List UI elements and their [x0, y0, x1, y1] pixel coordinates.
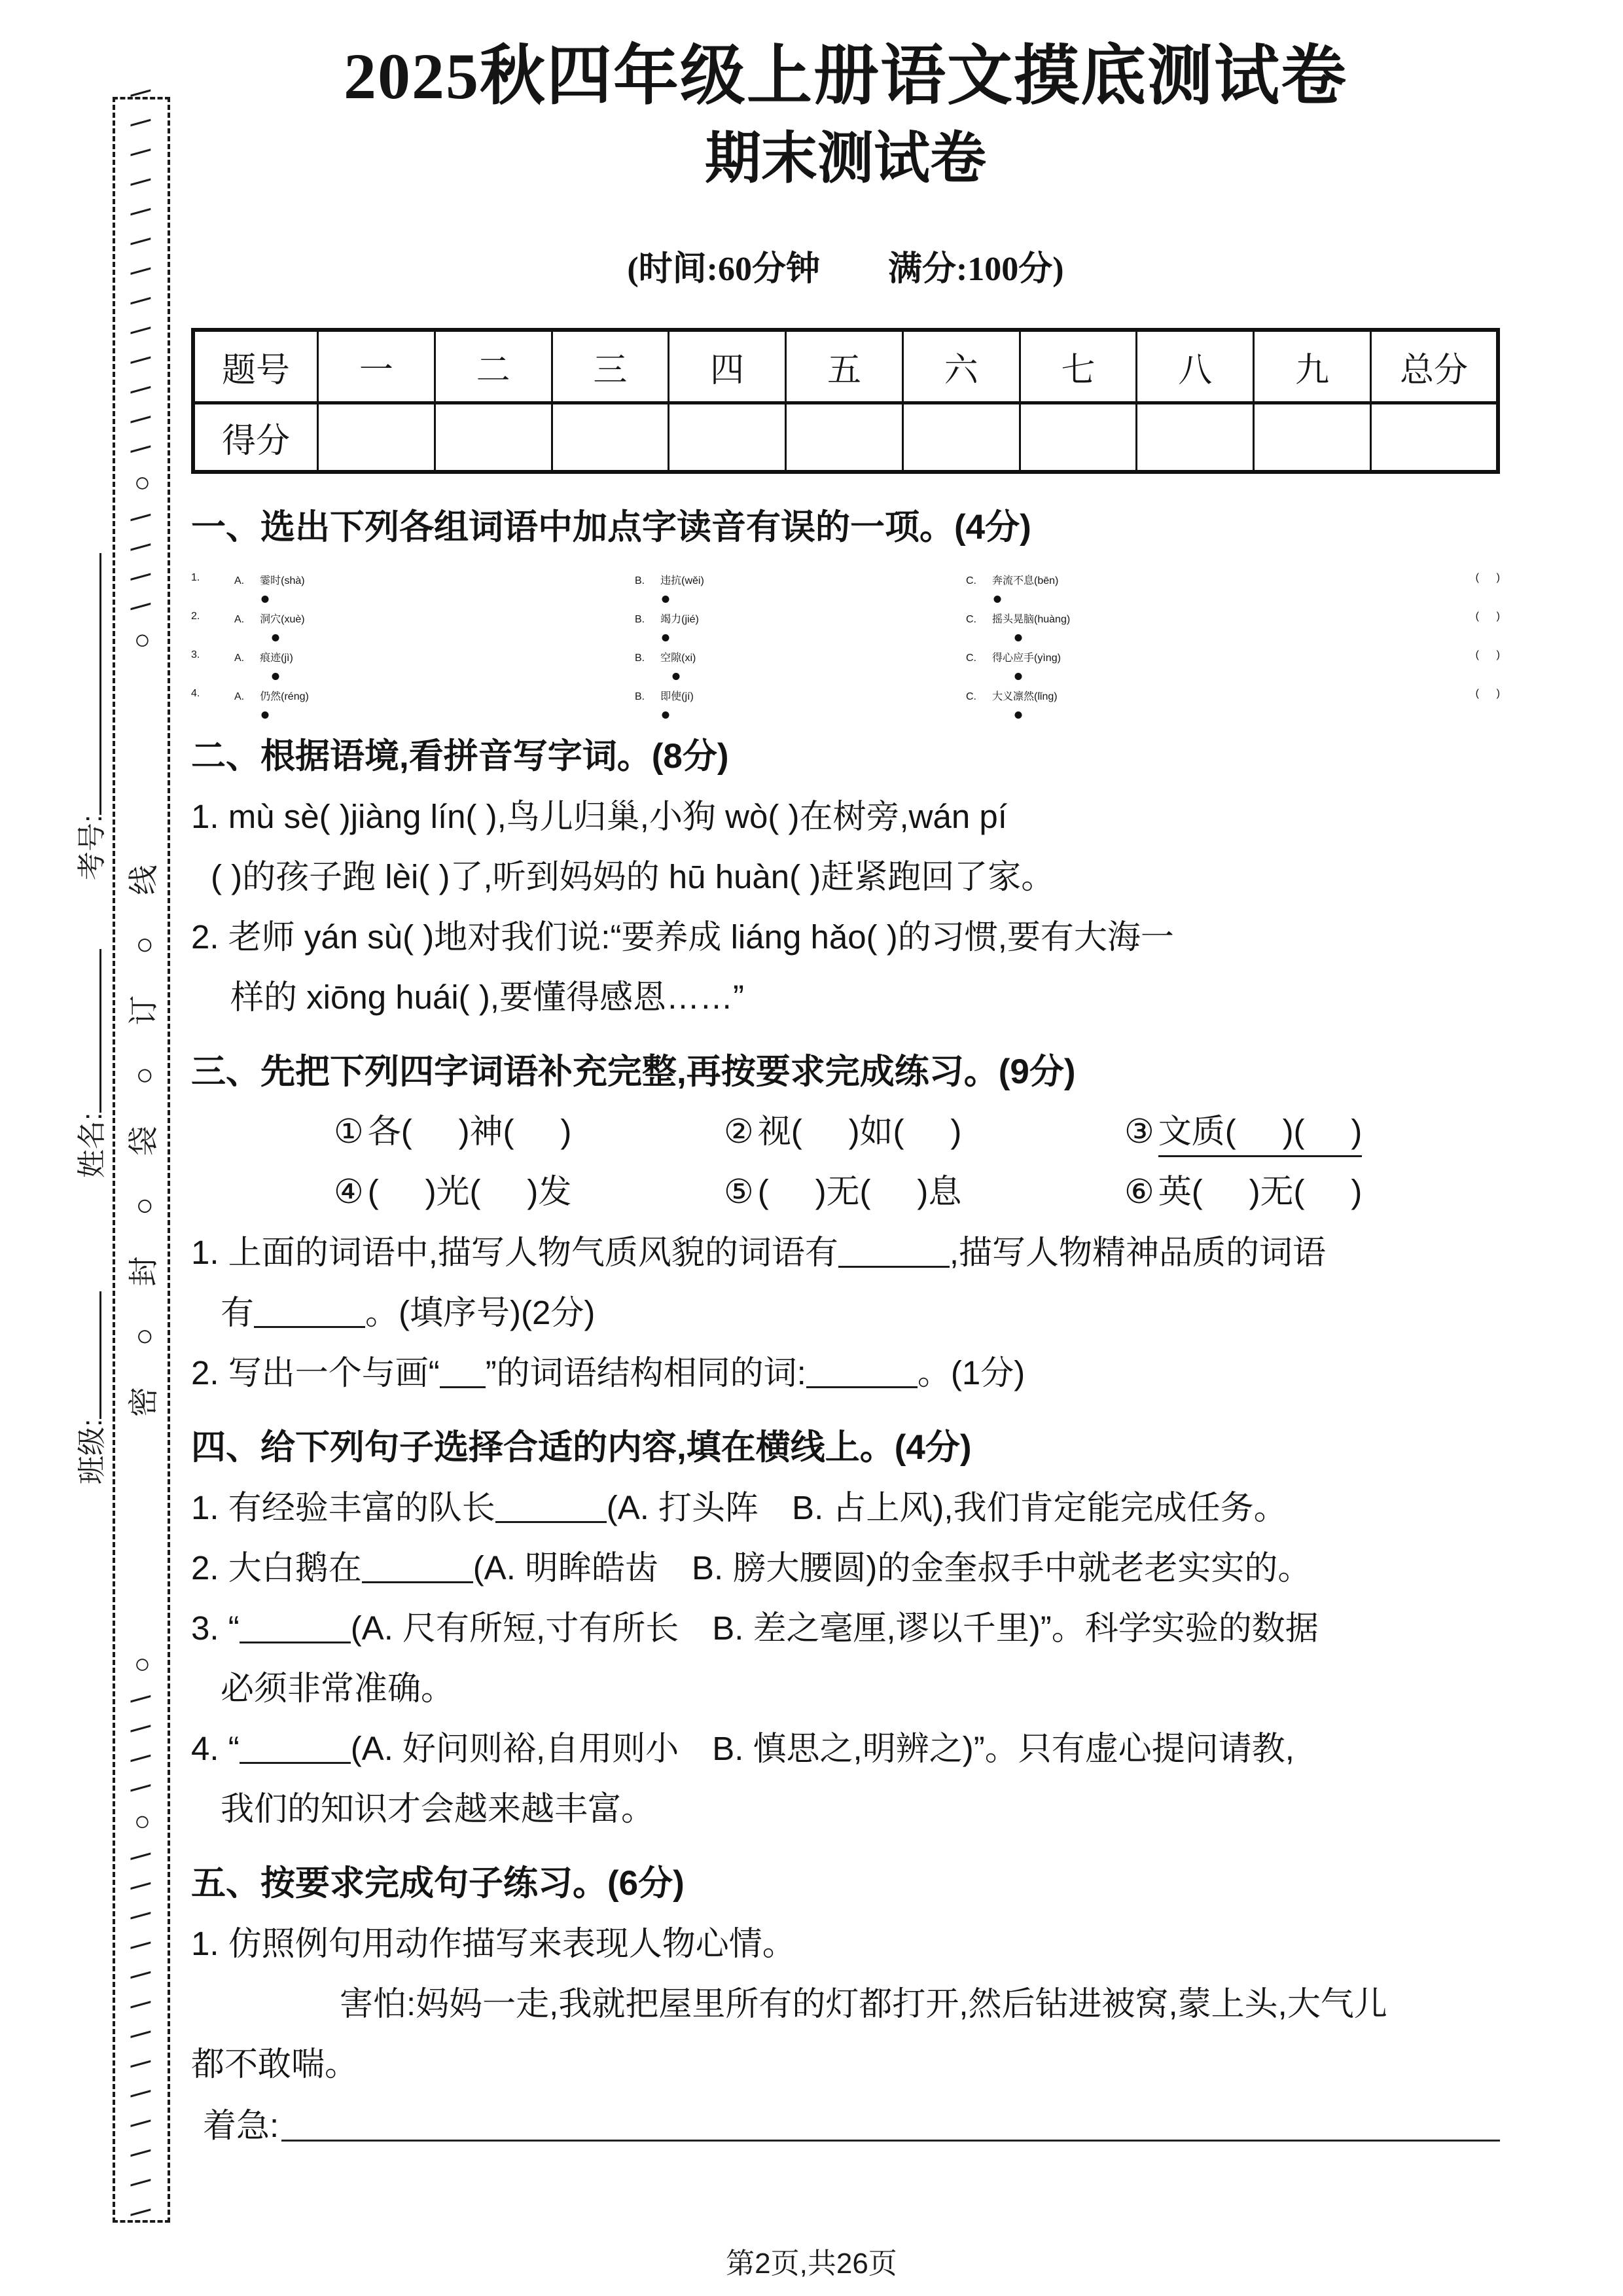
option-c	[966, 572, 1476, 587]
section2-item2-line2: 样的 xiōng huái( ),要懂得感恩……”	[230, 978, 744, 1016]
seal-line-marks	[120, 85, 162, 2216]
score-header-cell: 六	[902, 330, 1020, 403]
option-text: 流不息(bēn)	[1003, 575, 1059, 586]
dotted-character: 竭	[660, 611, 671, 626]
option-text: 空	[660, 653, 671, 664]
idiom-text: 英( )无( )	[1158, 1173, 1363, 1210]
seal-characters: 密 ○ 封 ○ 袋 ○ 订 ○ 线	[126, 865, 160, 1417]
dotted-character: 违	[660, 572, 671, 587]
option-tag: B.	[635, 653, 645, 664]
dotted-character: 凛	[1013, 688, 1024, 703]
score-cell-empty	[318, 403, 435, 473]
option-text: 得心	[992, 653, 1014, 664]
dotted-character: 迹	[270, 649, 281, 664]
circled-number: ④	[334, 1173, 364, 1210]
answer-bracket: ( )	[1475, 688, 1500, 699]
student-name-field	[73, 949, 109, 1178]
option-tag: C.	[966, 691, 976, 702]
option-text: 脑(huàng)	[1024, 614, 1071, 625]
section1-row-2	[191, 611, 1500, 626]
option-tag: B.	[635, 575, 645, 586]
option-text: (xi)	[681, 653, 696, 664]
answer-blank	[806, 1357, 918, 1388]
section2-item1-line2: ( )的孩子跑 lèi( )了,听到妈妈的 hū huàn( )赶紧跑回了家。	[211, 858, 1055, 895]
seal-slashes-top: ○ \ \ \ \ ○ \ \ \ \ \ \ \ \ \ \ \ \ \	[126, 85, 156, 649]
class-label: 班级:	[76, 1418, 108, 1484]
score-table-score-row	[193, 403, 1498, 473]
idiom-item	[724, 1110, 1124, 1153]
circled-number: ⑤	[724, 1173, 754, 1210]
circled-number: ②	[724, 1113, 754, 1150]
circled-number: ③	[1124, 1113, 1154, 1150]
option-text: (jì)	[281, 653, 293, 664]
question-text: (A. 好问则裕,自用则小 B. 慎思之,明辨之)”。只有虚心提问请教,	[350, 1730, 1294, 1767]
question-number: 1.	[191, 572, 200, 583]
question-text: 。(1分)	[917, 1354, 1026, 1391]
score-cell-empty	[669, 403, 786, 473]
seal-slashes-bottom: \ \ \ \ \ \ \ \ \ \ \ \ \ ○ \ \ \ \ ○	[126, 1652, 156, 2216]
page-subtitle: 期末测试卷	[705, 127, 986, 190]
option-tag: A.	[234, 653, 245, 664]
question-text: (A. 明眸皓齿 B. 膀大腰圆)的金奎叔手中就老老实实的。	[473, 1549, 1311, 1587]
score-cell-empty	[435, 403, 552, 473]
dotted-character: 晃	[1013, 611, 1024, 626]
option-b	[635, 688, 966, 703]
score-header-cell: 二	[435, 330, 552, 403]
student-name-blank	[73, 949, 101, 1113]
score-cell-empty	[786, 403, 903, 473]
option-text: 时(shà)	[270, 575, 305, 586]
section4-item3-line2: 必须非常准确。	[221, 1670, 455, 1707]
exam-body	[191, 38, 1500, 2147]
score-header-cell: 三	[552, 330, 669, 403]
dotted-character: 隙	[671, 649, 681, 664]
dotted-character: 即	[660, 688, 671, 703]
circled-number: ⑥	[1124, 1173, 1154, 1210]
score-header-cell: 五	[786, 330, 903, 403]
section5-item1: 1. 仿照例句用动作描写来表现人物心情。	[191, 1925, 796, 1962]
answer-bracket: ( )	[1475, 649, 1500, 660]
option-tag: A.	[234, 614, 245, 625]
section5-example-line2: 都不敢喘。	[191, 2045, 359, 2083]
score-cell-empty	[1254, 403, 1371, 473]
score-header-cell: 四	[669, 330, 786, 403]
class-blank	[73, 1291, 101, 1419]
section4-heading: 四、给下列句子选择合适的内容,填在横线上。(4分)	[191, 1428, 972, 1467]
score-table-header-row	[193, 330, 1498, 403]
question-text: 有	[221, 1294, 255, 1331]
question-text: 2. 写出一个与画“	[191, 1354, 440, 1391]
idiom-text: ( )无( )息	[757, 1173, 962, 1210]
question-text: (A. 打头阵 B. 占上风),我们肯定能完成任务。	[606, 1489, 1287, 1526]
time-score-info: (时间:60分钟 满分:100分)	[627, 251, 1064, 288]
idiom-item	[1124, 1110, 1500, 1153]
section5-heading: 五、按要求完成句子练习。(6分)	[191, 1864, 685, 1903]
question-text: (A. 尺有所短,寸有所长 B. 差之毫厘,谬以千里)”。科学实验的数据	[350, 1609, 1319, 1647]
idiom-text-underlined: 文质( )( )	[1158, 1113, 1363, 1157]
option-tag: C.	[966, 575, 976, 586]
score-header-cell: 一	[318, 330, 435, 403]
option-tag: A.	[234, 575, 245, 586]
section4-item4-line2: 我们的知识才会越来越丰富。	[221, 1790, 655, 1827]
long-answer-blank	[281, 2140, 1500, 2142]
score-header-cell: 总分	[1371, 330, 1499, 403]
score-cell-empty	[1137, 403, 1254, 473]
option-tag: C.	[966, 614, 976, 625]
section4-item4-line1	[191, 1728, 1500, 1770]
short-blank	[440, 1357, 486, 1388]
class-field	[73, 1291, 109, 1484]
option-text: (xuè)	[281, 614, 305, 625]
answer-bracket: ( )	[1475, 572, 1500, 583]
idiom-item	[334, 1110, 724, 1153]
section5-example-line1: 害怕:妈妈一走,我就把屋里所有的灯都打开,然后钻进被窝,蒙上头,大气儿	[340, 1985, 1387, 2022]
answer-blank	[362, 1552, 473, 1583]
option-text: 力(jié)	[671, 614, 699, 625]
option-a	[234, 611, 635, 626]
answer-blank	[254, 1297, 365, 1328]
question-text: 。(填序号)(2分)	[365, 1294, 596, 1331]
section4-item1	[191, 1487, 1500, 1529]
option-text: 大义	[992, 691, 1014, 702]
section5-answer-line	[191, 2105, 1500, 2147]
question-text: 2. 大白鹅在	[191, 1549, 362, 1587]
section3-heading: 三、先把下列四字词语补充完整,再按要求完成练习。(9分)	[191, 1052, 1076, 1091]
question-text: 1. 上面的词语中,描写人物气质风貌的词语有	[191, 1234, 838, 1271]
exam-number-blank	[73, 553, 101, 815]
score-header-cell: 七	[1020, 330, 1137, 403]
question-number: 4.	[191, 688, 200, 699]
page-title: 2025秋四年级上册语文摸底测试卷	[344, 40, 1347, 113]
question-text: ”的词语结构相同的词:	[485, 1354, 806, 1391]
exam-number-label: 考号:	[76, 814, 108, 880]
score-table	[191, 328, 1500, 474]
option-tag: B.	[635, 691, 645, 702]
option-a	[234, 572, 635, 587]
question-number: 2.	[191, 611, 200, 622]
prompt-label: 着急:	[203, 2107, 279, 2144]
option-text: 使(jí)	[671, 691, 694, 702]
option-tag: B.	[635, 614, 645, 625]
score-cell-empty	[1020, 403, 1137, 473]
idiom-text: ( )光( )发	[367, 1173, 572, 1210]
option-text: 痕	[260, 653, 271, 664]
dotted-character: 霎	[260, 572, 270, 587]
answer-blank	[240, 1733, 351, 1764]
option-text: 手(yìng)	[1024, 653, 1061, 664]
option-text: 然(réng)	[270, 691, 309, 702]
section4-item3-line1	[191, 1607, 1500, 1649]
option-text: 抗(wěi)	[671, 575, 704, 586]
section3-words-row1	[191, 1110, 1500, 1153]
score-header-cell: 九	[1254, 330, 1371, 403]
question-text: 1. 有经验丰富的队长	[191, 1489, 495, 1526]
section1-row-4	[191, 688, 1500, 703]
section3-q2	[191, 1352, 1500, 1394]
answer-blank	[495, 1492, 607, 1523]
section3-q1-line1	[191, 1232, 1500, 1274]
answer-blank	[240, 1613, 351, 1643]
section1-row-3	[191, 649, 1500, 664]
section2-heading: 二、根据语境,看拼音写字词。(8分)	[191, 737, 729, 776]
idiom-text: 视( )如( )	[757, 1113, 962, 1150]
option-b	[635, 611, 966, 626]
option-text: 洞	[260, 614, 271, 625]
section1-row-1	[191, 572, 1500, 587]
option-text: 摇头	[992, 614, 1014, 625]
score-header-cell: 题号	[193, 330, 318, 403]
student-name-label: 姓名:	[76, 1112, 108, 1178]
idiom-item	[724, 1170, 1124, 1213]
circled-number: ①	[334, 1113, 364, 1150]
option-a	[234, 649, 635, 664]
question-text: 3. “	[191, 1609, 240, 1647]
question-text: 4. “	[191, 1730, 240, 1767]
section4-item2	[191, 1547, 1500, 1589]
exam-number-field	[73, 553, 109, 880]
option-c	[966, 688, 1476, 703]
section3-words-row2	[191, 1170, 1500, 1213]
score-header-cell: 八	[1137, 330, 1254, 403]
dotted-character: 穴	[270, 611, 281, 626]
score-cell-empty	[1371, 403, 1499, 473]
answer-bracket: ( )	[1475, 611, 1500, 622]
idiom-text: 各( )神( )	[367, 1113, 572, 1150]
score-row-label: 得分	[193, 403, 318, 473]
option-tag: C.	[966, 653, 976, 664]
option-text: 然(lǐng)	[1024, 691, 1058, 702]
section2-item2-line1: 2. 老师 yán sù( )地对我们说:“要养成 liáng hǎo( )的习惯,要有大海一	[191, 918, 1174, 956]
option-a	[234, 688, 635, 703]
section1-heading: 一、选出下列各组词语中加点字读音有误的一项。(4分)	[191, 508, 1031, 547]
score-cell-empty	[552, 403, 669, 473]
answer-blank	[838, 1237, 950, 1268]
score-cell-empty	[902, 403, 1020, 473]
dotted-character: 应	[1013, 649, 1024, 664]
page-number: 第2页,共26页	[726, 2248, 897, 2280]
question-text: ,描写人物精神品质的词语	[949, 1234, 1327, 1271]
option-tag: A.	[234, 691, 245, 702]
section2-item1-line1: 1. mù sè( )jiàng lín( ),鸟儿归巢,小狗 wò( )在树旁,wán pí	[191, 798, 1007, 835]
section3-q1-line2	[191, 1292, 1500, 1334]
option-c	[966, 649, 1476, 664]
idiom-item	[1124, 1170, 1500, 1213]
option-b	[635, 572, 966, 587]
question-number: 3.	[191, 649, 200, 660]
dotted-character: 仍	[260, 688, 270, 703]
dotted-character: 奔	[992, 572, 1003, 587]
idiom-item	[334, 1170, 724, 1213]
option-c	[966, 611, 1476, 626]
option-b	[635, 649, 966, 664]
